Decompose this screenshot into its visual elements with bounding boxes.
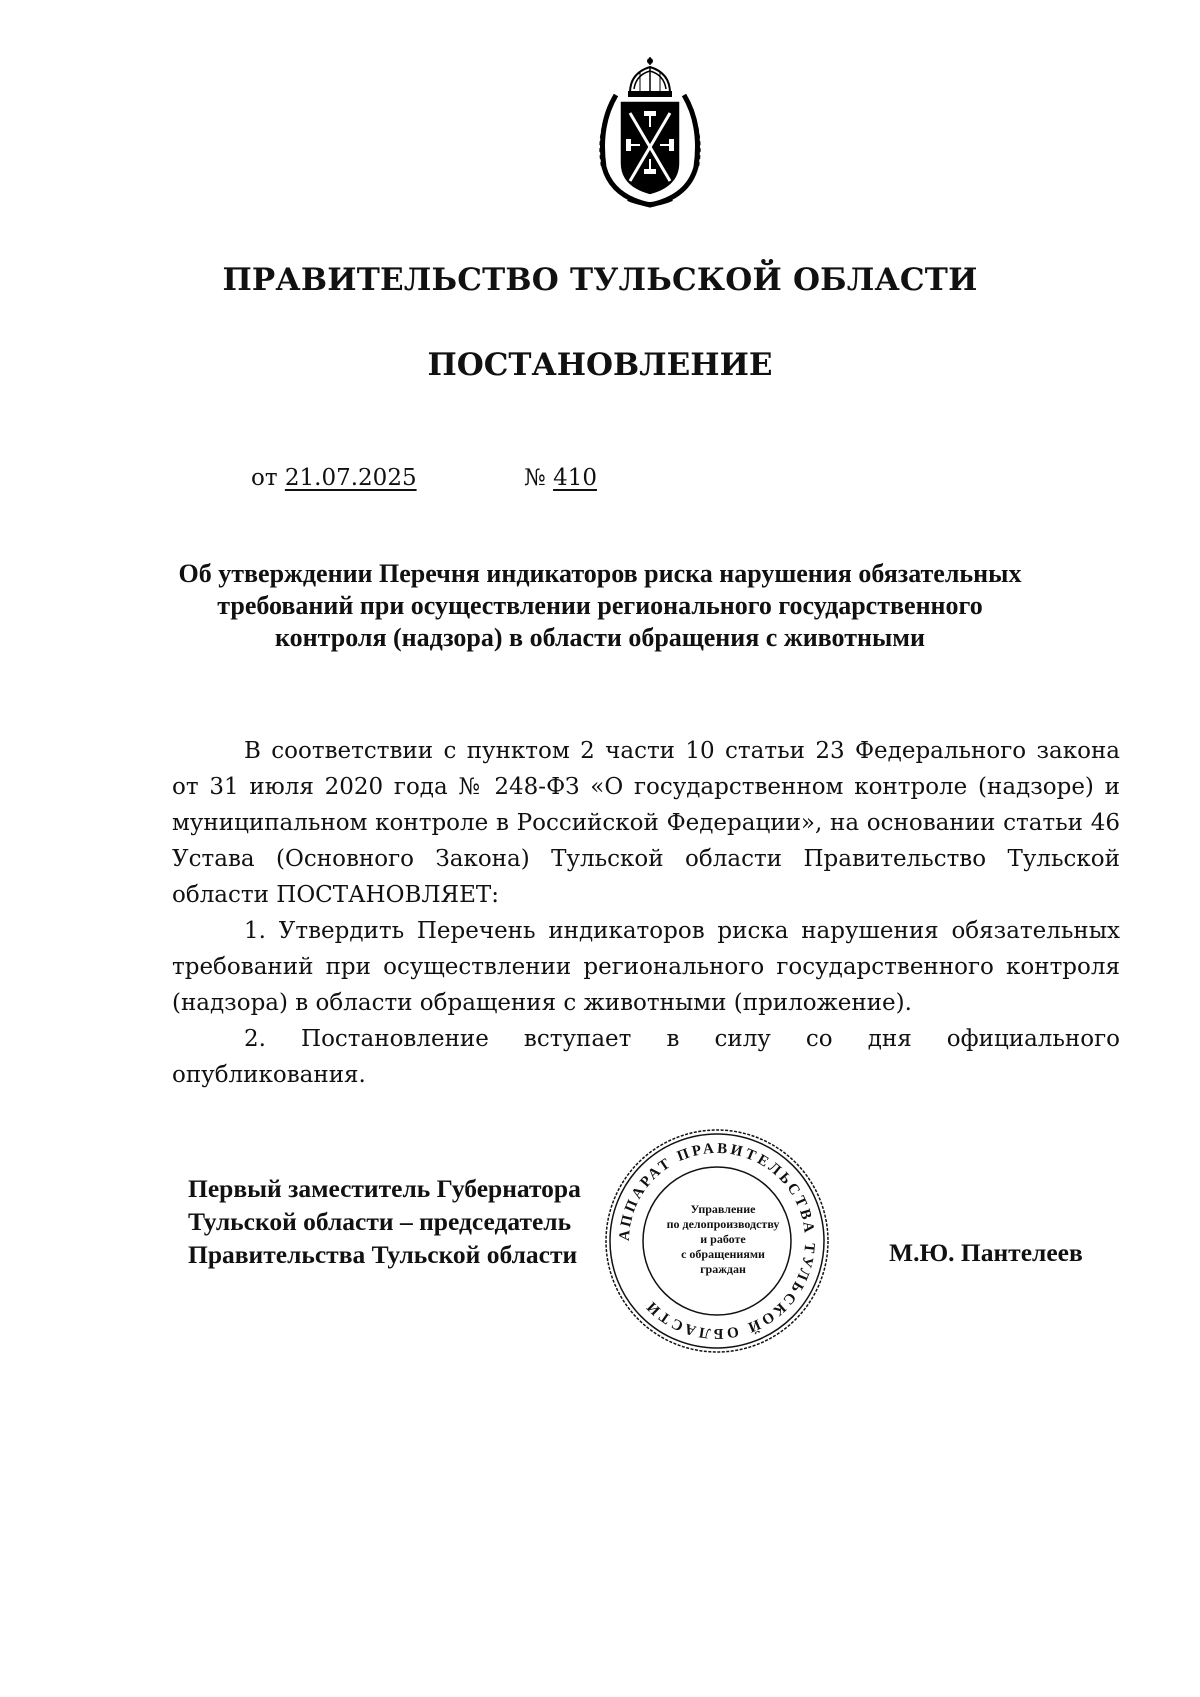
date-value: 21.07.2025 [284,465,417,491]
body-paragraph: 1. Утвердить Перечень индикаторов риска нарушения обязательных требований при осуществлении регионального государственного контроля (надзора) в области обращения с животными (приложение). [172,918,1120,1016]
stamp-inner-text [653,1202,793,1277]
signatory-position [188,1172,581,1271]
document-number [524,465,597,491]
date-prefix: от [251,465,278,491]
position-line: Правительства Тульской области [188,1240,578,1269]
number-value: 410 [553,465,597,491]
position-line: Тульской области – председатель [188,1207,572,1236]
stamp-line: Управление [690,1202,756,1216]
document-type-title: ПОСТАНОВЛЕНИЕ [427,347,773,383]
position-line: Первый заместитель Губернатора [188,1174,581,1203]
document-body [172,733,1120,1093]
stamp-line: граждан [700,1262,746,1276]
body-paragraph: В соответствии с пунктом 2 части 10 статьи 23 Федерального закона от 31 июля 2020 года № 248-ФЗ «О государственном контроле (надзоре) и муниципальном контроле в Российской Федерации», на основании статьи 46 Устава (Основного Закона) Тульской области Правительство Тульской области ПОСТАНОВЛЯЕТ: [172,738,1120,908]
tula-coat-of-arms-icon [590,55,710,215]
stamp-line: и работе [700,1232,746,1246]
document-date [251,465,417,491]
signatory-name: М.Ю. Пантелеев [889,1238,1083,1267]
number-prefix: № [524,465,546,491]
subject-line: требований при осуществлении регионального государственного [217,591,983,620]
document-subject [150,558,1050,654]
government-title: ПРАВИТЕЛЬСТВО ТУЛЬСКОЙ ОБЛАСТИ [222,262,978,298]
stamp-line: по делопроизводству [666,1217,780,1231]
body-paragraph: 2. Постановление вступает в силу со дня официального опубликования. [172,1026,1120,1088]
subject-line: Об утверждении Перечня индикаторов риска нарушения обязательных [178,559,1022,588]
subject-line: контроля (надзора) в области обращения с животными [275,623,925,652]
stamp-line: с обращениями [681,1247,765,1261]
stamp-ring-text: АППАРАТ ПРАВИТЕЛЬСТВА ТУЛЬСКОЙ ОБЛАСТИ [616,1140,818,1342]
